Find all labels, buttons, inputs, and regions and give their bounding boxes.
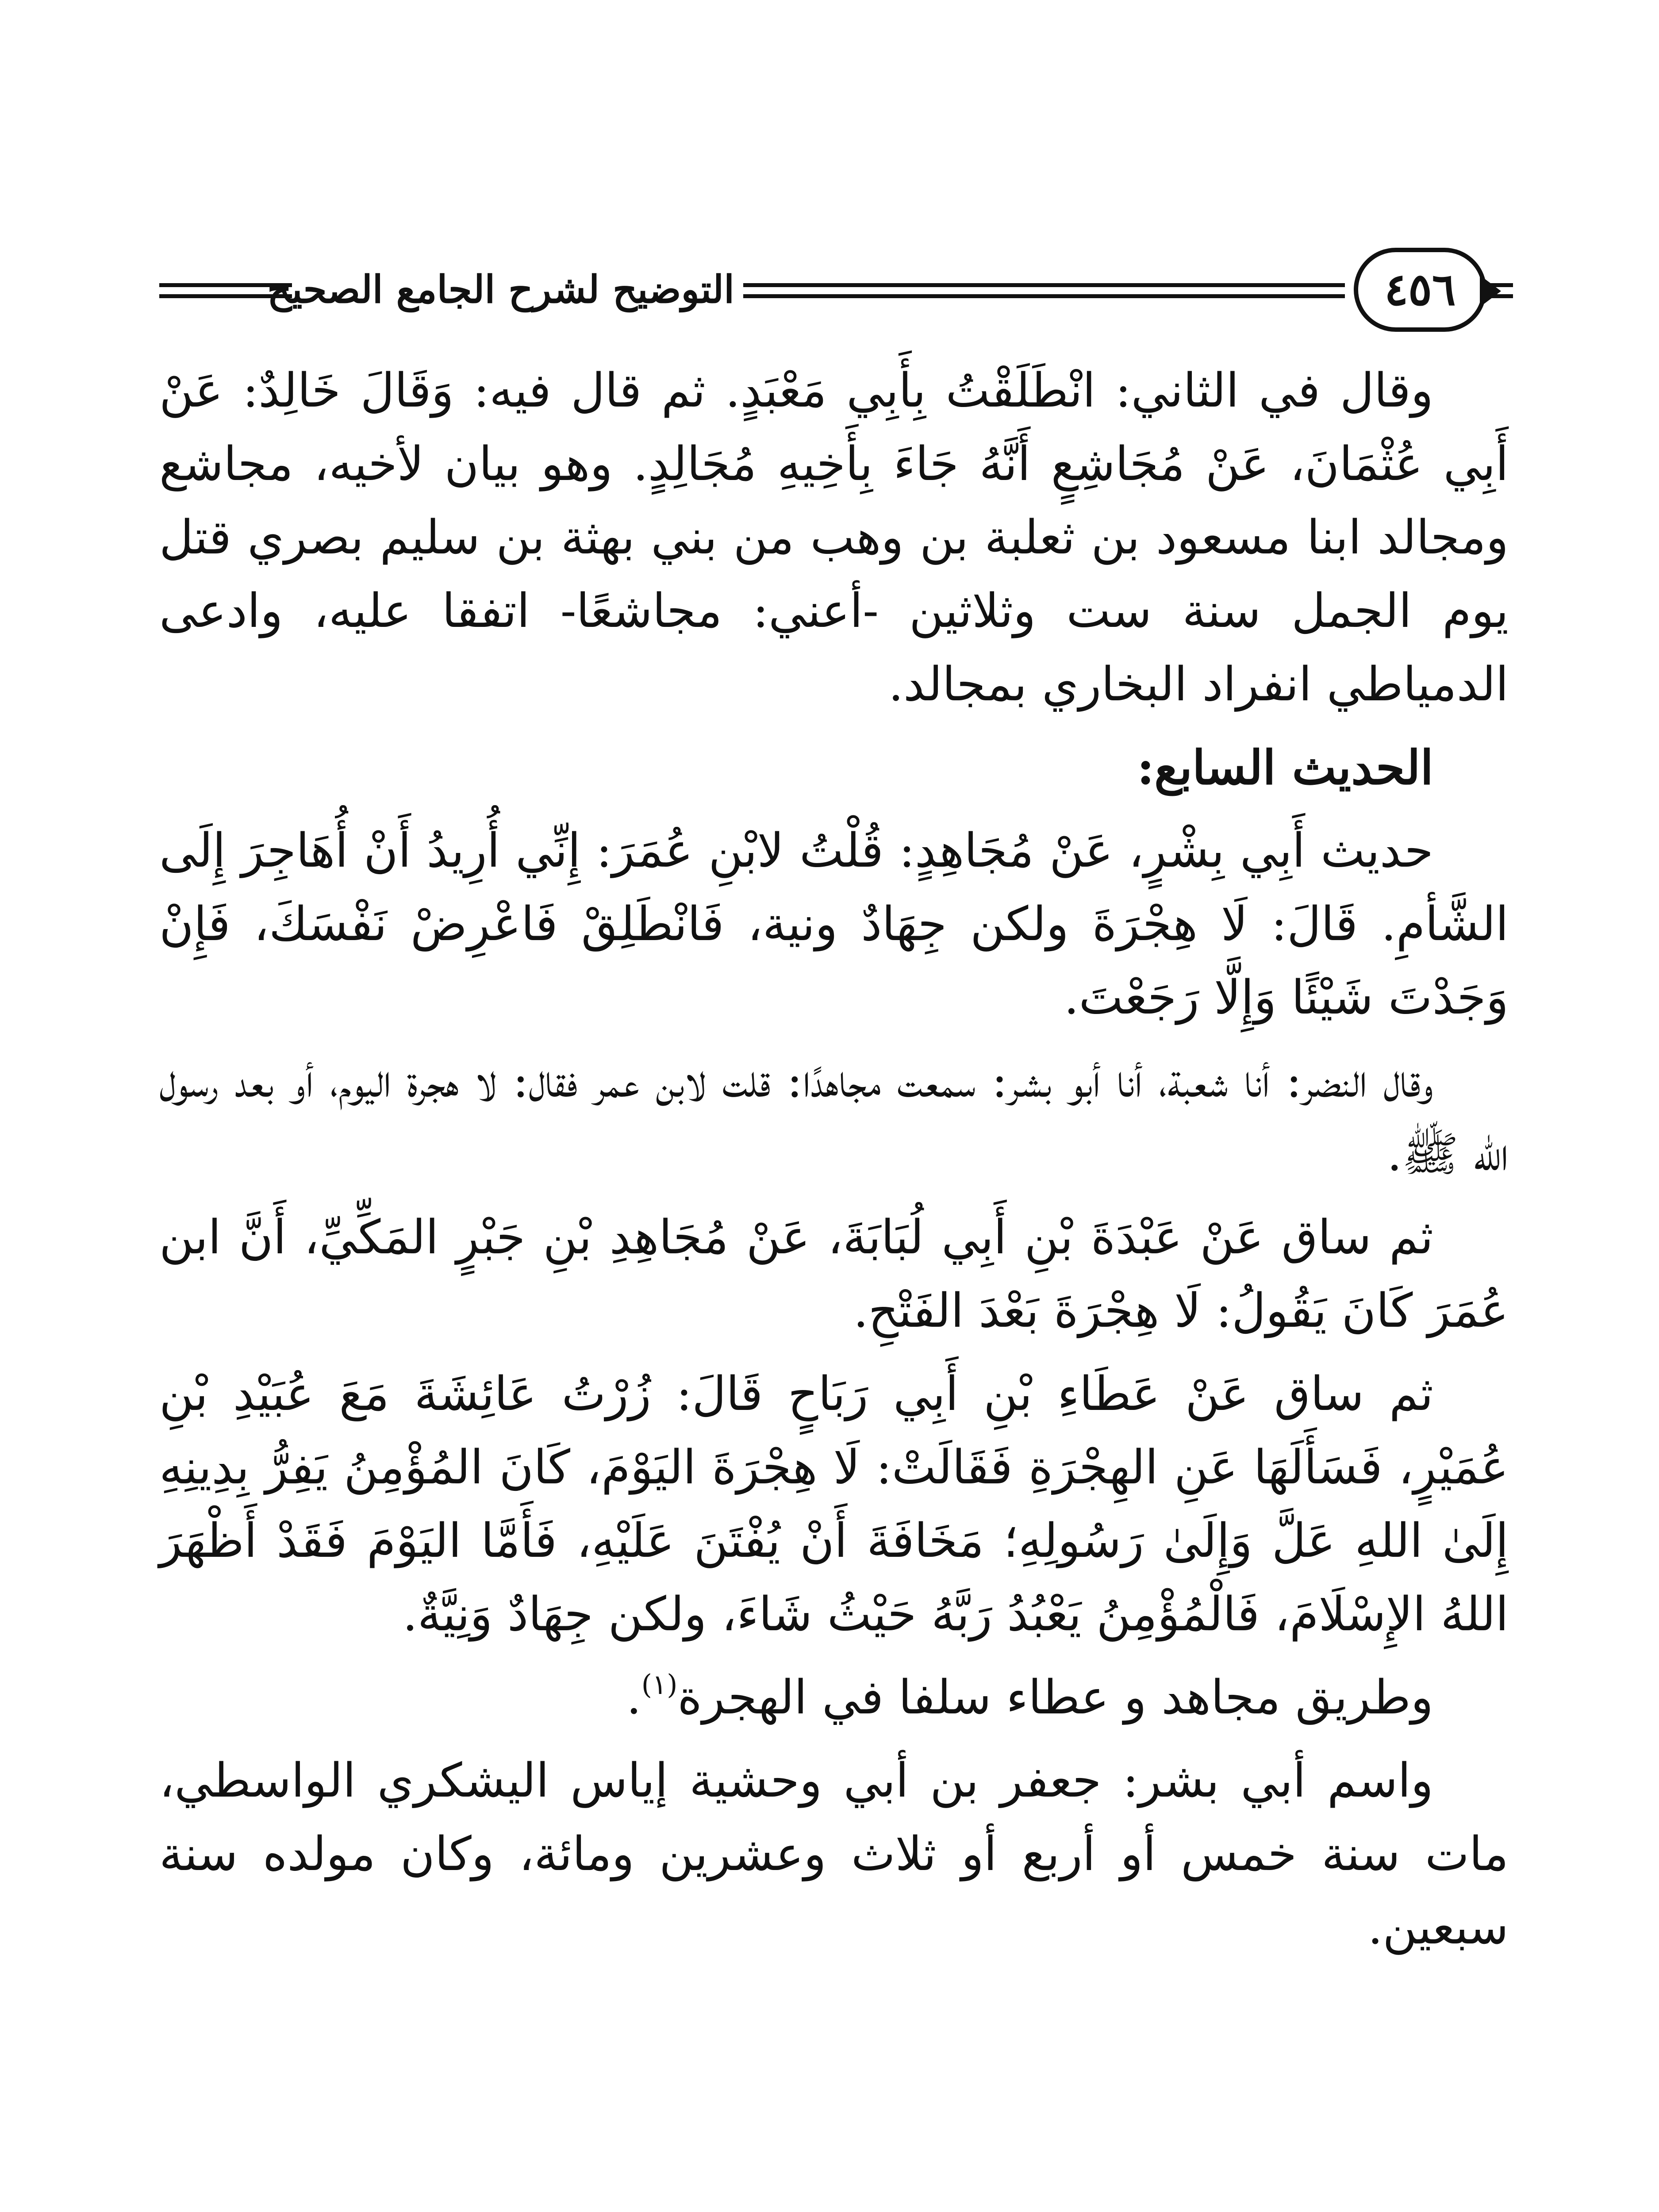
- paragraph-abda-narration: ثم ساق عَنْ عَبْدَةَ بْنِ أَبِي لُبَابَةَ، عَنْ مُجَاهِدِ بْنِ جَبْرٍ المَكِّيِّ، أَنَّ ابن عُمَرَ كَانَ يَقُولُ: لَا هِجْرَةَ بَعْدَ الفَتْحِ.: [159, 1210, 1509, 1338]
- paragraph-route-note: [159, 1661, 1509, 1734]
- section-heading-seventh-hadith: الحديث السابع:: [1137, 740, 1433, 795]
- paragraph-nadr-narration: وقال النضر: أنا شعبة، أنا أبو بشر: سمعت مجاهدًا: قلت لابن عمر فقال: لا هجرة اليوم، أو بعد رسول الله ﷺ.: [159, 1053, 1509, 1181]
- paragraph-hadith-abi-bishr: حديث أَبِي بِشْرٍ، عَنْ مُجَاهِدٍ: قُلْتُ لابْنِ عُمَرَ: إِنِّي أُرِيدُ أَنْ أُهَاجِرَ إِلَى الشَّأمِ. قَالَ: لَا هِجْرَةَ ولكن جِهَادٌ ونية، فَانْطَلِقْ فَاعْرِضْ نَفْسَكَ، فَإِنْ وَجَدْتَ شَيْئًا وَإِلَّا رَجَعْتَ.: [159, 823, 1509, 1025]
- header-rule-middle: [743, 283, 1345, 298]
- book-title: التوضيح لشرح الجامع الصحيح: [267, 267, 734, 312]
- paragraph-narration-second: وقال في الثاني: انْطَلَقْتُ بِأَبِي مَعْبَدٍ. ثم قال فيه: وَقَالَ خَالِدٌ: عَنْ أَبِي عُثْمَانَ، عَنْ مُجَاشِعٍ أَنَّهُ جَاءَ بِأَخِيهِ مُجَالِدٍ. وهو بيان لأخيه، مجاشع ومجالد ابنا مسعود بن ثعلبة بن وهب من بني بهثة بن سليم بصري قتل يوم الجمل سنة ست وثلاثين -أعني: مجاشعًا- اتفقا عليه، وادعى الدمياطي انفراد البخاري بمجالد.: [159, 363, 1509, 711]
- paragraph-ata-narration: ثم ساق عَنْ عَطَاءِ بْنِ أَبِي رَبَاحٍ قَالَ: زُرْتُ عَائِشَةَ مَعَ عُبَيْدِ بْنِ عُمَيْرٍ، فَسَأَلَهَا عَنِ الهِجْرَةِ فَقَالَتْ: لَا هِجْرَةَ اليَوْمَ، كَانَ المُؤْمِنُ يَفِرُّ بِدِينِهِ إِلَىٰ اللهِ عَلَّ وَإِلَىٰ رَسُولِهِ؛ مَخَافَةَ أَنْ يُفْتَنَ عَلَيْهِ، فَأَمَّا اليَوْمَ فَقَدْ أَظْهَرَ اللهُ الإِسْلَامَ، فَالْمُؤْمِنُ يَعْبُدُ رَبَّهُ حَيْثُ شَاءَ، ولكن جِهَادٌ وَنِيَّةٌ.: [159, 1367, 1509, 1641]
- page-number: ٤٥٦: [1384, 263, 1456, 315]
- header-rule-right: [1486, 283, 1513, 298]
- page-number-badge: [1354, 248, 1486, 332]
- body-text: [159, 354, 1509, 1974]
- footnote-reference[interactable]: (١): [641, 1668, 678, 1701]
- paragraph-abu-bishr-name: واسم أبي بشر: جعفر بن أبي وحشية إياس اليشكري الواسطي، مات سنة خمس أو أربع أو ثلاث وعشرين ومائة، وكان مولده سنة سبعين.: [159, 1753, 1509, 1955]
- running-header: [159, 248, 1509, 336]
- route-note-text: وطريق مجاهد و عطاء سلفا في الهجرة: [677, 1670, 1433, 1724]
- route-note-tail: .: [626, 1670, 641, 1724]
